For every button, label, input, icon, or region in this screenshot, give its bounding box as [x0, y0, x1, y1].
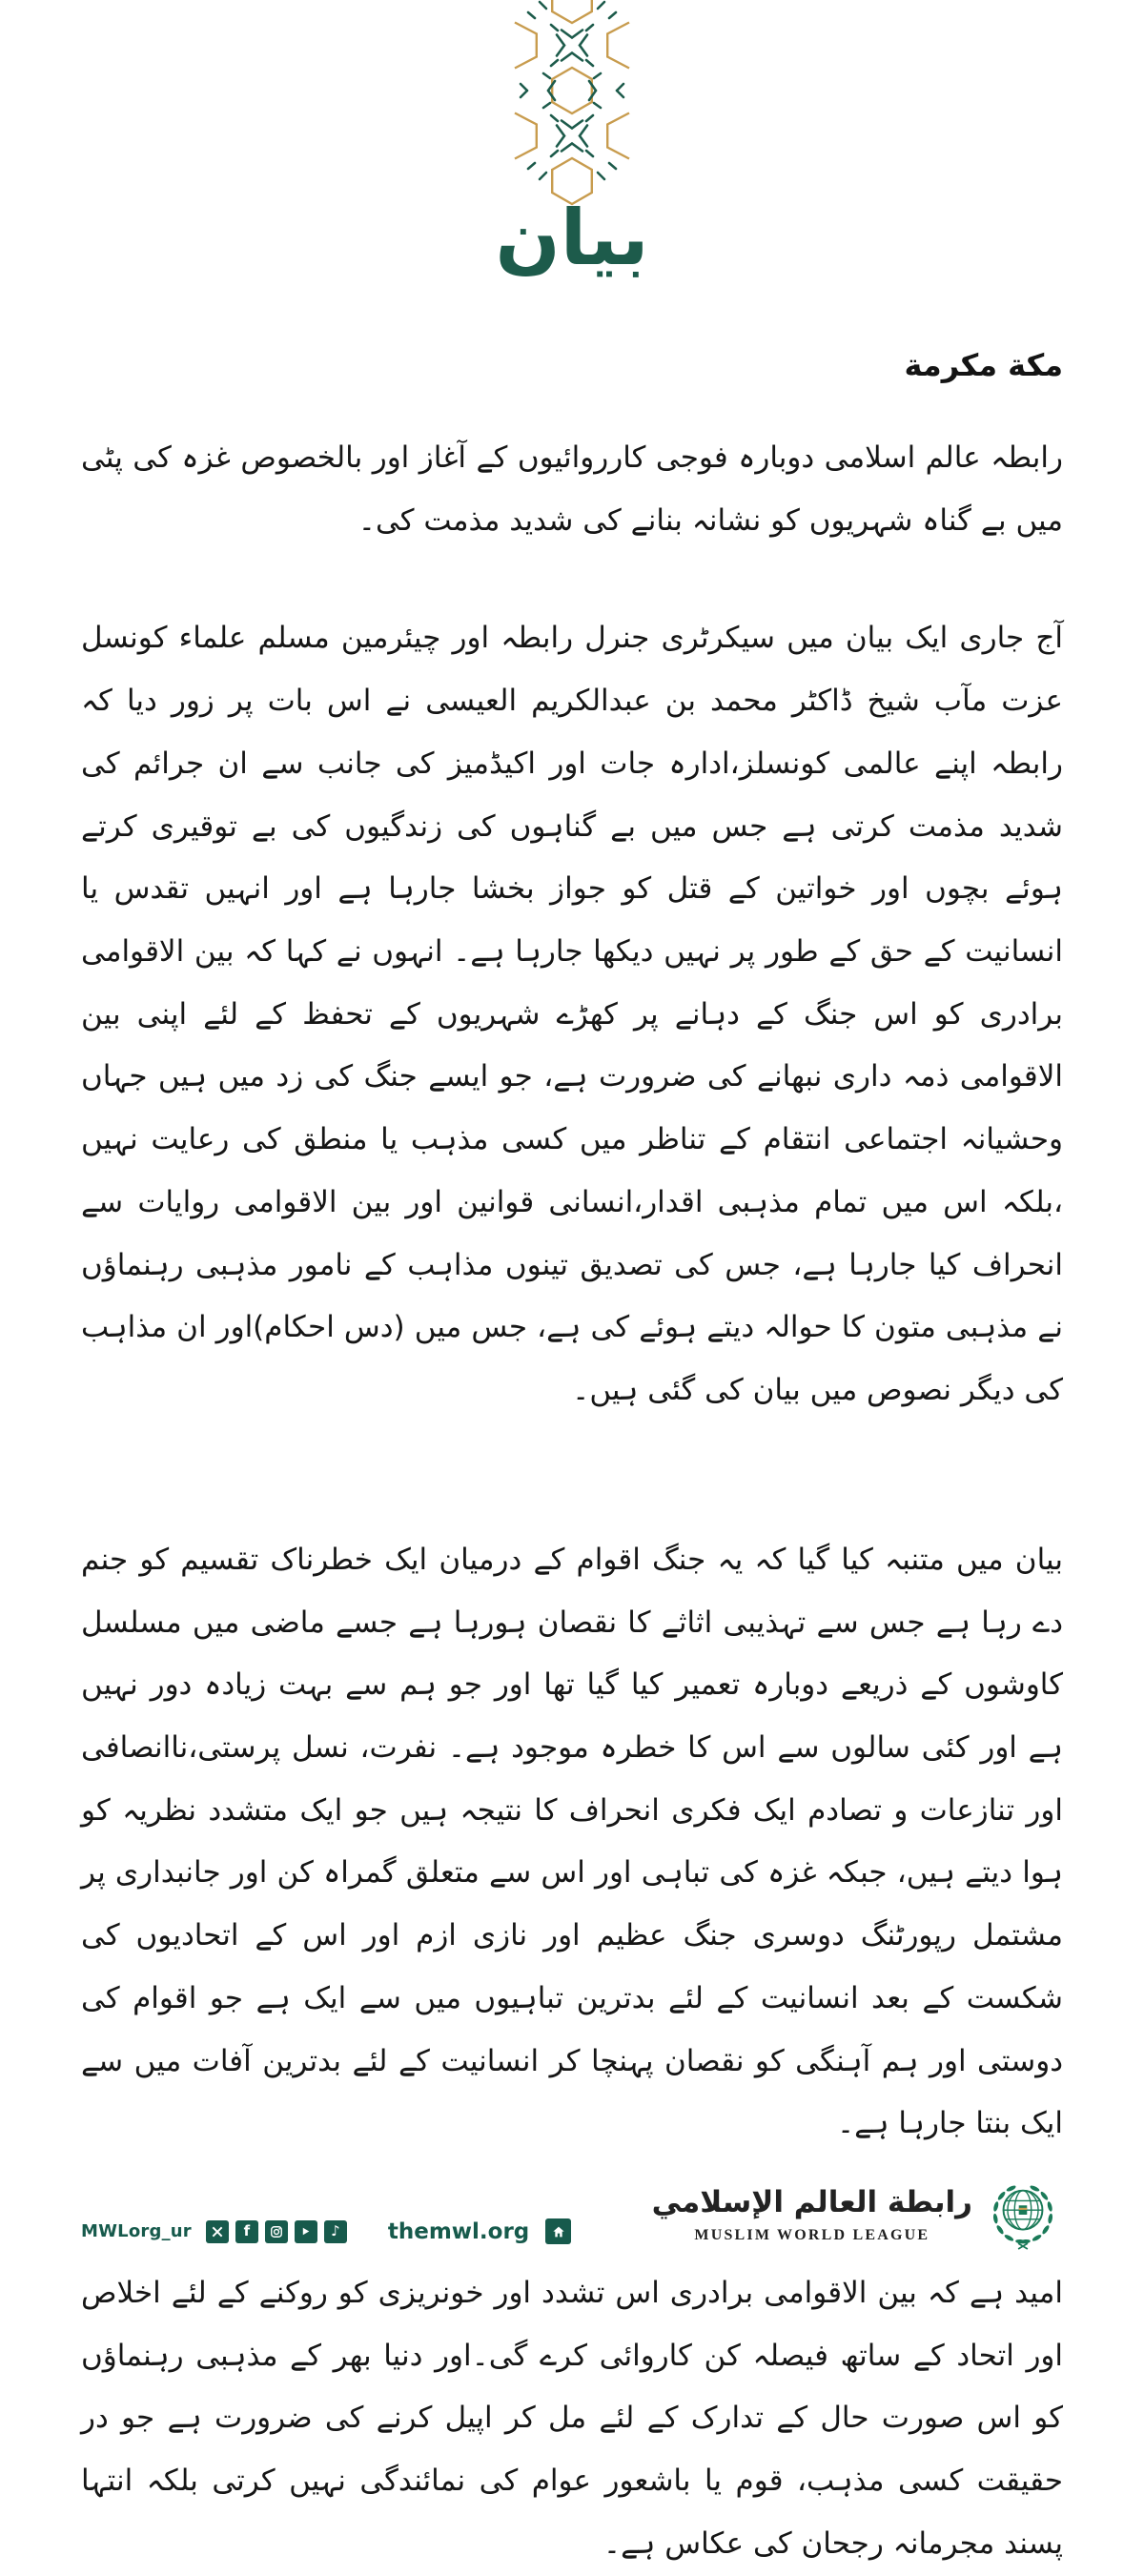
tiktok-glyph: ♪: [331, 2222, 340, 2239]
masthead: [0, 0, 1144, 282]
mwl-logo-text: [652, 2185, 972, 2243]
facebook-icon[interactable]: [235, 2220, 258, 2243]
geometric-pattern-ornament: [517, 0, 627, 181]
statement-paragraph: آج جاری ایک بیان میں سیکرٹری جنرل رابطہ اور چیئرمین مسلم علماء کونسل عزت مآب شیخ ڈاکٹر محمد بن عبدالکریم العیسی نے اس بات پر زور دیا کہ رابطہ اپنے عالمی کونسلز،ادارہ جات اور اکیڈمیز کی جانب سے ان جرائم کی شدید مذمت کرتی ہے جس میں بے گناہوں کی زندگیوں کی بے توقیری کرتے ہوئے بچوں اور خواتین کے قتل کو جواز بخشا جارہا ہے اور انہیں تقدس یا انسانیت کے حق کے طور پر نہیں دیکھا جارہا ہے۔ انہوں نے کہا کہ بین الاقوامی برادری کو اس جنگ کے دہانے پر کھڑے شہریوں کے تحفظ کے لئے اپنی بین الاقوامی ذمہ داری نبھانے کی ضرورت ہے، جو ایسے جنگ کی زد میں ہیں جہاں وحشیانہ اجتماعی انتقام کے تناظر میں کسی مذہب یا منطق کی رعایت نہیں ،بلکہ اس میں تمام مذہبی اقدار،انسانی قوانین اور بین الاقوامی روایات سے انحراف کیا جارہا ہے، جس کی تصدیق تینوں مذاہب کے نامور مذہبی رہنماؤں نے مذہبی متون کا حوالہ دیتے ہوئے کی ہے، جس میں (دس احکام)اور ان مذاہب کی دیگر نصوص میں بیان کی گئی ہیں۔: [81, 621, 1063, 1408]
mwl-logo-english: MUSLIM WORLD LEAGUE: [694, 2226, 930, 2243]
mwl-globe-emblem: [988, 2177, 1058, 2252]
instagram-icon[interactable]: [265, 2220, 288, 2243]
page-title: بيان: [495, 194, 649, 282]
website-link[interactable]: themwl.org: [387, 2218, 530, 2244]
mwl-logo-arabic: رابطة العالم الإسلامي: [651, 2185, 972, 2220]
statement-paragraph: بیان میں متنبہ کیا گیا کہ یہ جنگ اقوام کے درمیان ایک خطرناک تقسیم کو جنم دے رہا ہے جس سے تہذیبی اثاثے کا نقصان ہورہا ہے جسے ماضی میں مسلسل کاوشوں کے ذریعے دوبارہ تعمیر کیا گیا تھا اور جو ہم سے بہت زیادہ دور نہیں ہے اور کئی سالوں سے اس کا خطرہ موجود ہے۔ نفرت، نسل پرستی،ناانصافی اور تنازعات و تصادم ایک فکری انحراف کا نتیجہ ہیں جو ایک متشدد نظریہ کو ہوا دیتے ہیں، جبکہ غزہ کی تباہی اور اس سے متعلق گمراہ کن اور جانبداری پر مشتمل رپورٹنگ دوسری جنگ عظیم اور نازی ازم اور اس کے اتحادیوں کی شکست کے بعد انسانیت کے لئے بدترین تباہیوں میں سے ایک ہے جو اقوام کی دوستی اور ہم آہنگی کو نقصان پہنچا کر انسانیت کے لئے بدترین آفات میں سے ایک بنتا جارہا ہے۔: [81, 1542, 1063, 2141]
social-handle[interactable]: MWLorg_ur: [81, 2221, 192, 2241]
youtube-icon[interactable]: [295, 2220, 317, 2243]
footer: [81, 2177, 1058, 2252]
social-row: [81, 2218, 571, 2252]
facebook-glyph: f: [243, 2222, 251, 2239]
statement-paragraph: امید ہے کہ بین الاقوامی برادری اس تشدد اور خونریزی کو روکنے کے لئے اخلاص اور اتحاد کے ساتھ فیصلہ کن کاروائی کرے گی۔اور دنیا بھر کے مذہبی رہنماؤں کو اس صورت حال کے تدارک کے لئے مل کر اپیل کرنے کی ضرورت ہے جو در حقیقت کسی مذہب، قوم یا باشعور عوام کی نمائندگی نہیں کرتی بلکہ انتہا پسند مجرمانہ رجحان کی عکاس ہے۔: [81, 2275, 1063, 2561]
tiktok-icon[interactable]: [324, 2220, 347, 2243]
home-icon[interactable]: [545, 2218, 571, 2244]
mwl-logo: [652, 2177, 1058, 2252]
dateline: مكة مكرمة: [904, 347, 1063, 383]
x-icon[interactable]: [206, 2220, 229, 2243]
statement-paragraph: رابطہ عالم اسلامی دوبارہ فوجی کارروائیوں کے آغاز اور بالخصوص غزہ کی پٹی میں بے گناہ شہریوں کو نشانہ بنانے کی شدید مذمت کی۔: [81, 440, 1063, 538]
